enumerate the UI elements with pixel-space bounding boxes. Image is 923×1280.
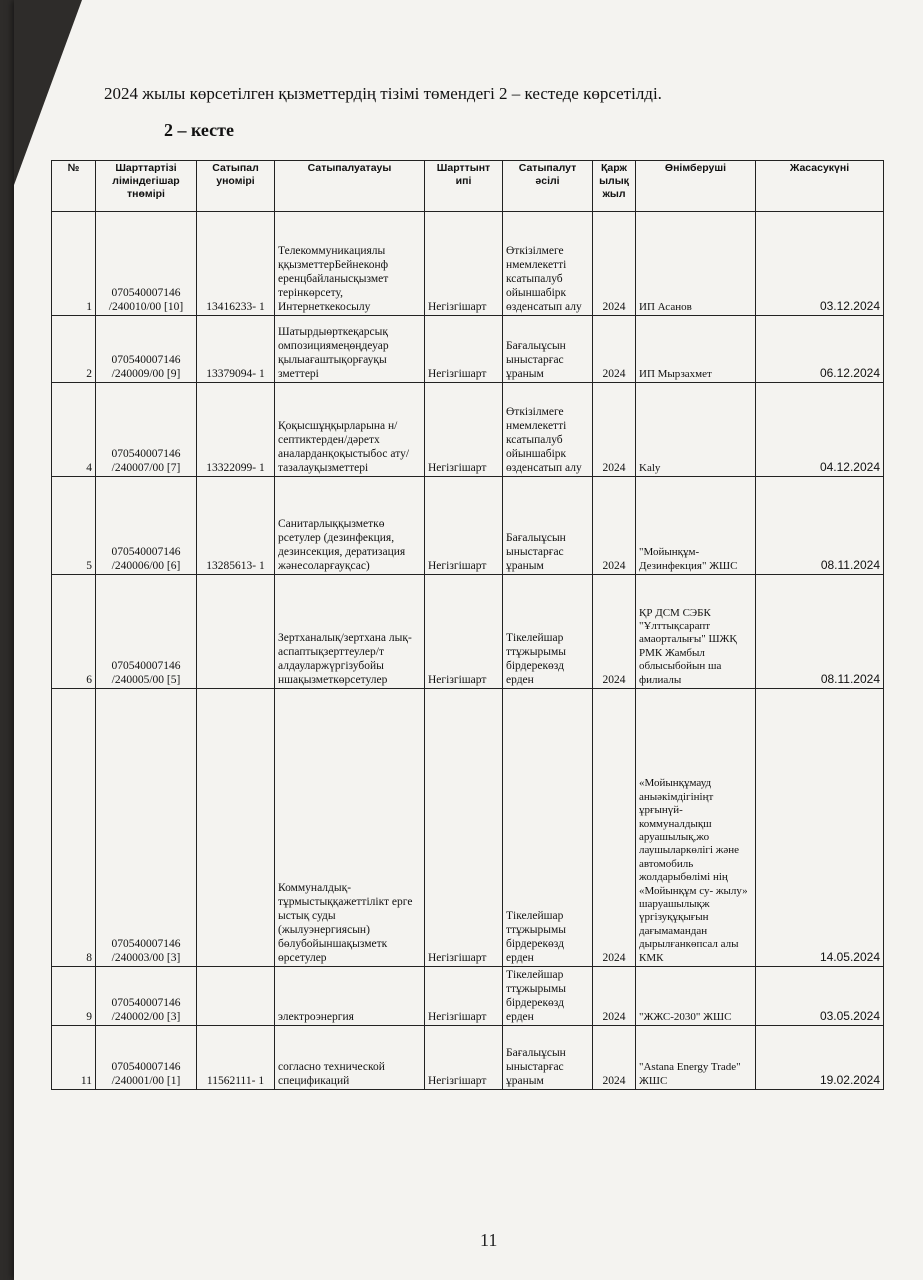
row-number: 1: [52, 212, 96, 316]
contract-date: 14.05.2024: [756, 689, 884, 967]
lot-number: [197, 689, 275, 967]
contract-date: 04.12.2024: [756, 383, 884, 477]
lot-number: 13285613- 1: [197, 477, 275, 575]
fiscal-year: 2024: [593, 689, 636, 967]
table-header-row: [52, 161, 884, 212]
col-header-supplier: Өнімберуші: [636, 161, 756, 212]
lot-number: 13379094- 1: [197, 316, 275, 383]
table-row: [52, 689, 884, 967]
contract-type: Негізгішарт: [425, 575, 503, 689]
contract-date: 06.12.2024: [756, 316, 884, 383]
fiscal-year: 2024: [593, 1026, 636, 1090]
fiscal-year: 2024: [593, 212, 636, 316]
fiscal-year: 2024: [593, 967, 636, 1026]
purchase-name: Қоқысшұңқырларына н/септиктерден/дәретх аналарданқоқыстыбос ату/тазалауқызметтері: [275, 383, 425, 477]
row-number: 11: [52, 1026, 96, 1090]
purchase-name: Коммуналдық- тұрмыстыққажеттілікт ерге ыстық суды (жылуэнергиясын) бөлубойыншақызметк өрсетулер: [275, 689, 425, 967]
purchase-method: Тікелейшар ттұжырымы бірдерекөзд ерден: [503, 967, 593, 1026]
lot-number: [197, 575, 275, 689]
table-row: [52, 316, 884, 383]
contract-type: Негізгішарт: [425, 477, 503, 575]
purchase-name: Телекоммуникациялы ққызметтерБейнеконф еренцбайланысқызмет терінкөрсету, Интернеткекосылу: [275, 212, 425, 316]
contract-type: Негізгішарт: [425, 212, 503, 316]
supplier: "Astana Energy Trade" ЖШС: [636, 1026, 756, 1090]
contract-type: Негізгішарт: [425, 383, 503, 477]
purchase-method: Бағалыұсын ыныстарғас ұраным: [503, 316, 593, 383]
table-row: [52, 212, 884, 316]
contract-date: 03.05.2024: [756, 967, 884, 1026]
contract-date: 03.12.2024: [756, 212, 884, 316]
page-number: 11: [480, 1230, 498, 1250]
table-row: [52, 383, 884, 477]
fiscal-year: 2024: [593, 477, 636, 575]
supplier: ҚР ДСМ СЭБК "Ұлттықсарапт амаорталығы" ШЖҚ РМК Жамбыл облысыбойын ша филиалы: [636, 575, 756, 689]
supplier: ИП Асанов: [636, 212, 756, 316]
table-row: [52, 477, 884, 575]
col-header-lot-number: Сатыпал уномірі: [197, 161, 275, 212]
purchase-method: Бағалыұсын ыныстарғас ұраным: [503, 1026, 593, 1090]
contract-type: Негізгішарт: [425, 1026, 503, 1090]
row-number: 8: [52, 689, 96, 967]
lot-number: [197, 967, 275, 1026]
row-number: 4: [52, 383, 96, 477]
contract-code: 070540007146 /240001/00 [1]: [96, 1026, 197, 1090]
table-row: [52, 1026, 884, 1090]
services-table: [51, 160, 884, 1090]
col-header-date: Жасасукүні: [756, 161, 884, 212]
purchase-method: Тікелейшар ттұжырымы бірдерекөзд ерден: [503, 575, 593, 689]
lot-number: 13416233- 1: [197, 212, 275, 316]
purchase-name: Санитарлыққызметкө рсетулер (дезинфекция, дезинсекция, дератизация жәнесоларғауқсас): [275, 477, 425, 575]
purchase-method: Өткізілмеге нмемлекетті ксатыпалуб ойыншабірк өзденсатып алу: [503, 383, 593, 477]
fiscal-year: 2024: [593, 575, 636, 689]
purchase-name: Зертханалық/зертхана лық- аспаптықзерттеулер/т алдауларжүргізубойы ншақызметкөрсетулер: [275, 575, 425, 689]
purchase-method: Өткізілмеге нмемлекетті ксатыпалуб ойыншабірк өзденсатып алу: [503, 212, 593, 316]
contract-type: Негізгішарт: [425, 316, 503, 383]
contract-code: 070540007146 /240009/00 [9]: [96, 316, 197, 383]
col-header-purchase-method: Сатыпалут әсілі: [503, 161, 593, 212]
col-header-contract-code: Шарттартізі ліміндегішар тнөмірі: [96, 161, 197, 212]
contract-date: 08.11.2024: [756, 575, 884, 689]
purchase-name: электроэнергия: [275, 967, 425, 1026]
col-header-number: №: [52, 161, 96, 212]
purchase-method: Бағалыұсын ыныстарғас ұраным: [503, 477, 593, 575]
table-caption: 2 – кесте: [164, 120, 234, 140]
col-header-fiscal-year: Қарж ылық жыл: [593, 161, 636, 212]
supplier: "ЖЖС-2030" ЖШС: [636, 967, 756, 1026]
purchase-name: Шатырдыөрткеқарсық омпозициямеңөңдеуар қылыағаштықорғауқы зметтері: [275, 316, 425, 383]
col-header-purchase-name: Сатыпалуатауы: [275, 161, 425, 212]
contract-type: Негізгішарт: [425, 967, 503, 1026]
supplier: «Мойынқұмауд аныәкімдігініңт ұрғынүй- коммуналдықш аруашылық,жо лаушыларкөлігі және автомобиль жолдарыбөлімі нің «Мойынқұм су- жылу» шаруашылықж үргізуқұқығын дағымамандан дырылғанкөпсал алы КМК: [636, 689, 756, 967]
row-number: 2: [52, 316, 96, 383]
fiscal-year: 2024: [593, 316, 636, 383]
contract-date: 19.02.2024: [756, 1026, 884, 1090]
fiscal-year: 2024: [593, 383, 636, 477]
contract-code: 070540007146 /240010/00 [10]: [96, 212, 197, 316]
contract-code: 070540007146 /240007/00 [7]: [96, 383, 197, 477]
purchase-method: Тікелейшар ттұжырымы бірдерекөзд ерден: [503, 689, 593, 967]
supplier: "Мойынқұм- Дезинфекция" ЖШС: [636, 477, 756, 575]
purchase-name: согласно технической спецификаций: [275, 1026, 425, 1090]
col-header-contract-type: Шарттынт ипі: [425, 161, 503, 212]
section-heading: 2024 жылы көрсетілген қызметтердің тізімі төмендегі 2 – кестеде көрсетілді.: [104, 84, 662, 103]
supplier: Kaly: [636, 383, 756, 477]
lot-number: 11562111- 1: [197, 1026, 275, 1090]
lot-number: 13322099- 1: [197, 383, 275, 477]
contract-code: 070540007146 /240002/00 [3]: [96, 967, 197, 1026]
contract-code: 070540007146 /240006/00 [6]: [96, 477, 197, 575]
table-row: [52, 967, 884, 1026]
contract-date: 08.11.2024: [756, 477, 884, 575]
row-number: 6: [52, 575, 96, 689]
page-fold-corner: [14, 0, 82, 185]
row-number: 5: [52, 477, 96, 575]
contract-code: 070540007146 /240003/00 [3]: [96, 689, 197, 967]
document-page: [14, 0, 923, 1280]
supplier: ИП Мырзахмет: [636, 316, 756, 383]
contract-code: 070540007146 /240005/00 [5]: [96, 575, 197, 689]
table-row: [52, 575, 884, 689]
row-number: 9: [52, 967, 96, 1026]
contract-type: Негізгішарт: [425, 689, 503, 967]
